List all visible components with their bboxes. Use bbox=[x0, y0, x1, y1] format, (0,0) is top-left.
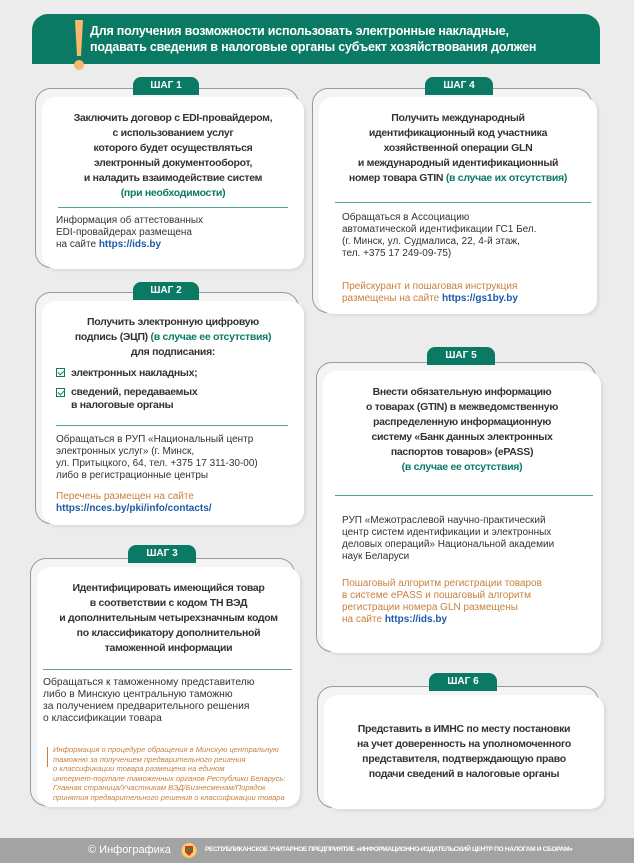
step-2-info: Обращаться в РУП «Национальный центр электронных услуг» (г. Минск, ул. Притыцкого, 64, тел. +375 17 311-30-00) либо в регистрационные центры bbox=[56, 434, 258, 481]
step-4-card bbox=[312, 88, 592, 313]
step-1-tab: ШАГ 1 bbox=[133, 77, 199, 95]
step-2-tab: ШАГ 2 bbox=[133, 282, 199, 300]
step-4-info: Обращаться в Ассоциацию автоматической идентификации ГС1 Бел. (г. Минск, ул. Судмалиса, 22, 4-й этаж, тел. +375 17 249-09-75) bbox=[342, 212, 537, 259]
step-4-title: Получить международный идентификационный код участника хозяйственной операции GLN и международный идентификационный номер товара GTIN (в случае их отсутствия) bbox=[348, 112, 568, 184]
list-item: электронных накладных; bbox=[56, 367, 197, 380]
step-5-extra: Пошаговый алгоритм регистрации товаров в системе ePASS и пошаговый алгоритм регистрации номера GLN размещены на сайте https://ids.by bbox=[342, 578, 542, 625]
exclamation-icon bbox=[72, 18, 86, 72]
step-6-card bbox=[317, 686, 599, 808]
checkbox-icon bbox=[56, 368, 65, 377]
step-5-card bbox=[316, 362, 596, 652]
step-4-extra: Прейскурант и пошаговая инструкция размещены на сайте https://gs1by.by bbox=[342, 281, 518, 304]
org-text: РЕСПУБЛИКАНСКОЕ УНИТАРНОЕ ПРЕДПРИЯТИЕ «ИНФОРМАЦИОННО-ИЗДАТЕЛЬСКИЙ ЦЕНТР ПО НАЛОГАМ И СБОРАМ» bbox=[205, 846, 573, 853]
step-3-footnote: Информация о процедуре обращения в Минскую центральную таможню за получением предварительного решения о классификации товара размещена на едином интернет-портале таможенных органов Республики Беларусь: Главная страница/Участникам ВЭД/Бизнесменам/Порядок принятия предварительного решения о классификации товара bbox=[53, 745, 286, 802]
step-1-info: Информация об аттестованных EDI-провайдерах размещена на сайте https://ids.by bbox=[56, 215, 204, 250]
checkbox-icon bbox=[56, 388, 65, 397]
nces-link[interactable]: https://nces.by/pki/info/contacts/ bbox=[56, 503, 212, 514]
step-3-tab: ШАГ 3 bbox=[128, 545, 196, 563]
step-5-note: (в случае ее отсутствия) bbox=[401, 461, 523, 473]
emblem-icon bbox=[181, 842, 197, 859]
step-1-note: (при необходимости) bbox=[120, 187, 226, 199]
step-3-card bbox=[30, 558, 295, 806]
footer bbox=[0, 838, 634, 863]
step-2-card bbox=[35, 292, 299, 524]
step-5-tab: ШАГ 5 bbox=[427, 347, 495, 365]
list-item: сведений, передаваемых в налоговые органы bbox=[56, 386, 197, 412]
step-3-info: Обращаться к таможенному представителю либо в Минскую центральную таможню за получением предварительного решения о классификации товара bbox=[43, 677, 255, 724]
step-3-title: Идентифицировать имеющийся товар в соответствии с кодом ТН ВЭД и дополнительным четырехзначным кодом по классификатору дополнительной таможенной информации bbox=[59, 582, 278, 654]
ids-link[interactable]: https://ids.by bbox=[384, 614, 448, 625]
header-title: Для получения возможности использовать электронные накладные, подавать сведения в налоговые органы субъект хозяйствования должен bbox=[90, 24, 537, 54]
step-6-title: Представить в ИМНС по месту постановки на учет доверенность на уполномоченного представителя, подтверждающую право подачи сведений в налоговые органы bbox=[356, 723, 572, 780]
step-2-title: Получить электронную цифровую подпись (ЭЦП) (в случае ее отсутствия) для подписания: bbox=[74, 316, 272, 358]
ids-link[interactable]: https://ids.by bbox=[98, 239, 162, 250]
step-4-tab: ШАГ 4 bbox=[425, 77, 493, 95]
step-5-info: РУП «Межотраслевой научно-практический центр систем идентификации и электронных деловых операций» Национальной академии наук Беларуси bbox=[342, 515, 555, 562]
step-1-card bbox=[35, 88, 299, 268]
step-2-extra: Перечень размещен на сайте bbox=[56, 491, 194, 502]
copyright-text: © Инфографика bbox=[88, 844, 171, 856]
step-6-tab: ШАГ 6 bbox=[429, 673, 497, 691]
step-1-title: Заключить договор с EDI-провайдером, с использованием услуг которого будет осуществляться электронный документооборот, и наладить взаимодействие систем bbox=[73, 112, 273, 184]
header-banner bbox=[32, 14, 600, 64]
step-5-title: Внести обязательную информацию о товарах (GTIN) в межведомственную распределенную информационную систему «Банк данных электронных паспортов товаров» (ePASS) bbox=[365, 386, 559, 458]
gs1-link[interactable]: https://gs1by.by bbox=[442, 293, 518, 304]
